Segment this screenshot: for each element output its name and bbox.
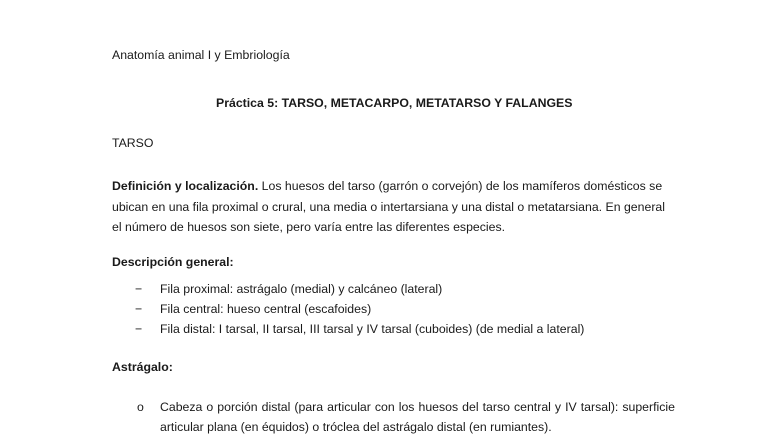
list-bullet: −: [135, 302, 143, 316]
page-title: Práctica 5: TARSO, METACARPO, METATARSO Y FALANGES: [216, 96, 573, 110]
general-description-heading: Descripción general:: [112, 255, 234, 269]
course-header: Anatomía animal I y Embriología: [112, 48, 290, 62]
astragalo-head-item: Cabeza o porción distal (para articular con los huesos del tarso central y IV tarsal): superficie articular plana (en équidos) o tróclea del astrágalo distal (en rumiantes).: [160, 400, 675, 434]
list-bullet: −: [135, 322, 143, 336]
section-heading-tarso: TARSO: [112, 136, 154, 150]
definition-lead: Definición y localización.: [112, 179, 259, 193]
circle-bullet: o: [137, 400, 144, 414]
list-item-distal-row: Fila distal: I tarsal, II tarsal, III tarsal y IV tarsal (cuboides) (de medial a lateral): [160, 322, 585, 336]
list-item-central-row: Fila central: hueso central (escafoides): [160, 302, 372, 316]
list-item-proximal-row: Fila proximal: astrágalo (medial) y calcáneo (lateral): [160, 282, 443, 296]
list-bullet: −: [135, 282, 143, 296]
definition-paragraph: [112, 176, 675, 238]
definition-body: Los huesos del tarso (garrón o corvejón) de los mamíferos domésticos se ubican en una fila proximal o crural, una media o intertarsiana y una distal o metatarsiana. En general el número de huesos son siete, pero varía entre las diferentes especies.: [112, 179, 665, 234]
astragalo-heading: Astrágalo:: [112, 360, 173, 374]
